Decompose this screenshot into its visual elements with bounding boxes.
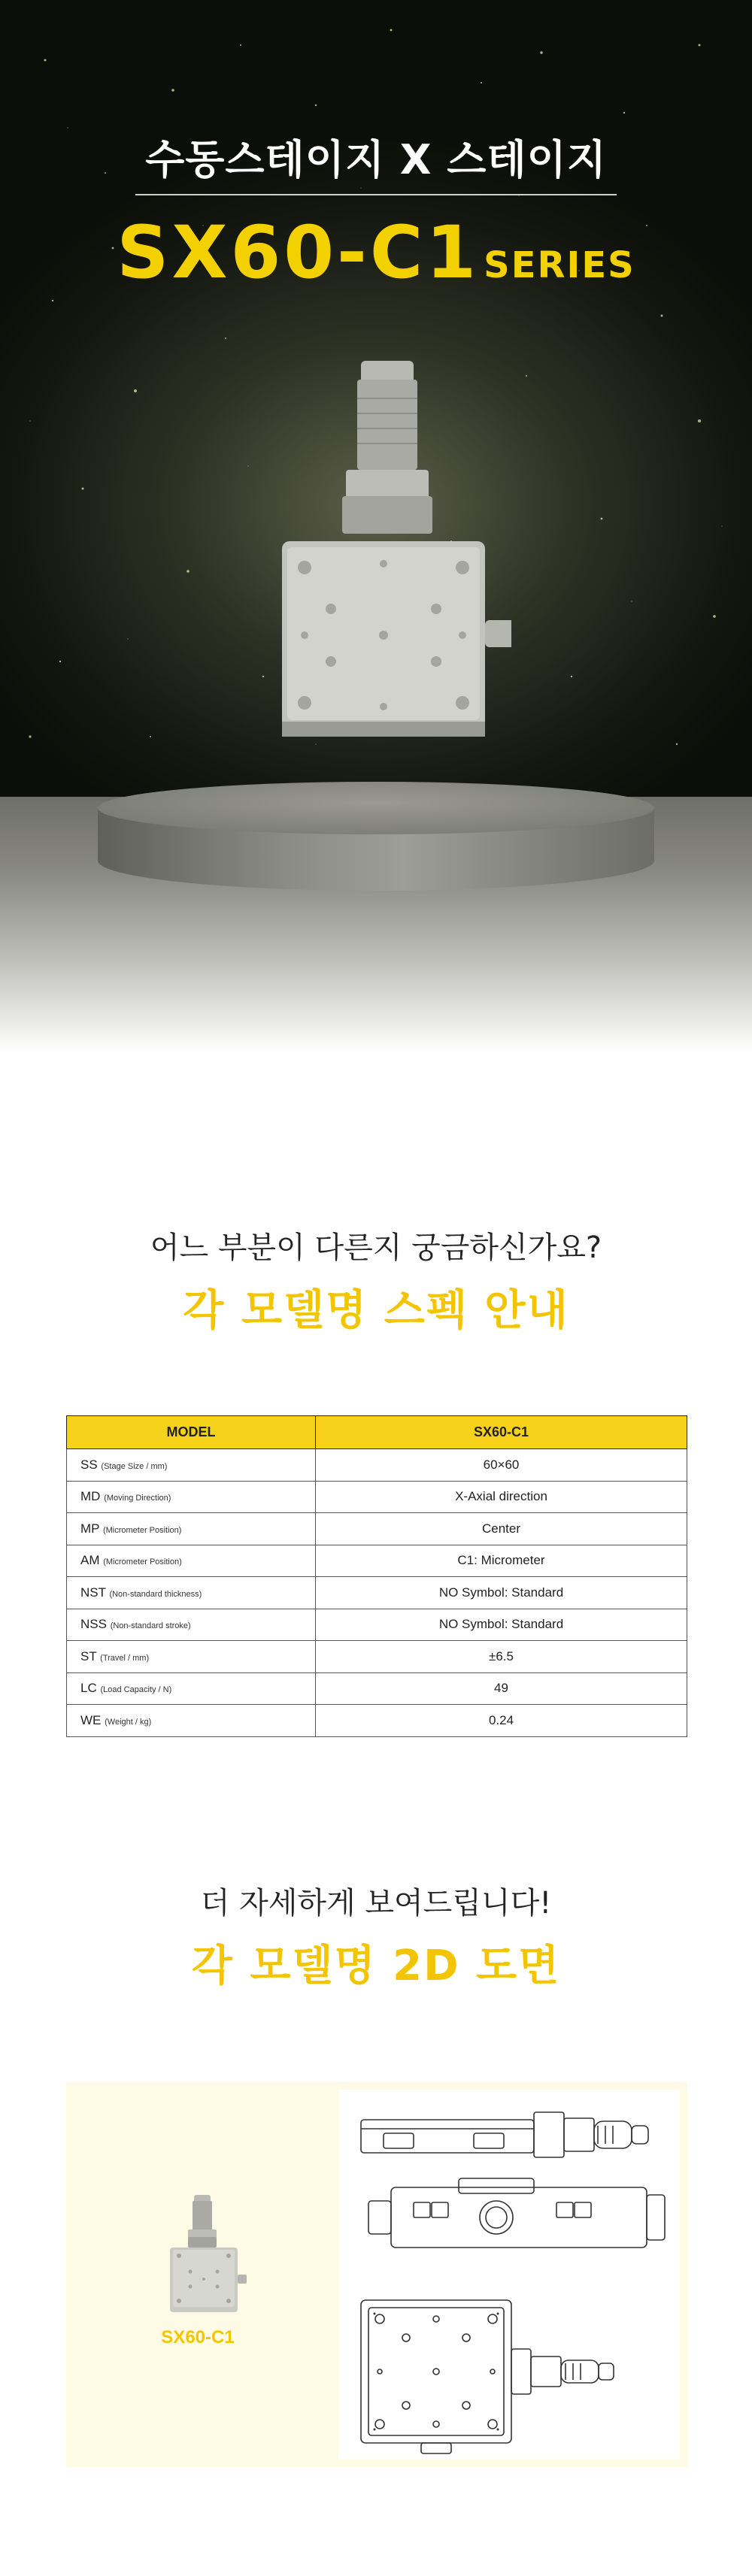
spec-value: C1: Micrometer: [316, 1545, 687, 1577]
spec-key: [67, 1449, 316, 1482]
product-thumbnail-label: SX60-C1: [161, 2327, 235, 2347]
hero-model-name: SX60-C1: [117, 210, 480, 295]
spec-abbr: MD: [80, 1489, 101, 1504]
technical-drawing: [338, 2090, 680, 2459]
spec-desc: (Non-standard thickness): [109, 1589, 202, 1599]
product-thumbnail-area: [66, 2082, 329, 2467]
spec-value: ±6.5: [316, 1641, 687, 1673]
spec-table-header-value: SX60-C1: [316, 1416, 687, 1449]
table-row: [67, 1672, 687, 1705]
spec-abbr: WE: [80, 1712, 102, 1727]
table-row: [67, 1449, 687, 1482]
drawing-panel: [66, 2082, 687, 2467]
podium-top: [98, 782, 654, 834]
spec-key: [67, 1641, 316, 1673]
spec-section-title: 각 모델명 스펙 안내: [183, 1286, 569, 1335]
spec-key: [67, 1705, 316, 1737]
spec-value: 60×60: [316, 1449, 687, 1482]
table-row: [67, 1577, 687, 1609]
x-stage-product-image: [271, 361, 511, 752]
spec-desc: (Weight / kg): [105, 1717, 152, 1727]
spec-key: [67, 1577, 316, 1609]
table-row: [67, 1609, 687, 1641]
spec-key: [67, 1609, 316, 1641]
spec-value: 0.24: [316, 1705, 687, 1737]
spec-abbr: ST: [80, 1648, 97, 1663]
drawing-section-subtitle: 더 자세하게 보여드립니다!: [200, 1886, 552, 1921]
spec-desc: (Stage Size / mm): [101, 1461, 168, 1471]
table-row: [67, 1641, 687, 1673]
spec-abbr: LC: [80, 1681, 97, 1696]
hero-series-label: SERIES: [484, 244, 635, 286]
spec-desc: (Load Capacity / N): [100, 1685, 172, 1695]
spec-abbr: AM: [80, 1553, 100, 1568]
spec-section-subtitle: 어느 부분이 다른지 궁금하신가요?: [150, 1230, 602, 1265]
spec-value: Center: [316, 1513, 687, 1545]
spec-desc: (Micrometer Position): [103, 1557, 182, 1567]
technical-drawing-area: [329, 2082, 687, 2467]
drawing-section-header: [0, 1879, 752, 1993]
spec-value: X-Axial direction: [316, 1481, 687, 1513]
spec-value: 49: [316, 1672, 687, 1705]
hero-model-heading: [0, 210, 752, 295]
spec-desc: (Micrometer Position): [102, 1525, 182, 1535]
spec-abbr: NST: [80, 1585, 106, 1600]
hero-title: 수동스테이지 X 스테이지: [145, 136, 607, 183]
spec-key: [67, 1672, 316, 1705]
spec-desc: (Non-standard stroke): [110, 1621, 191, 1631]
table-row: [67, 1513, 687, 1545]
table-row: [67, 1705, 687, 1737]
table-row: [67, 1545, 687, 1577]
spec-abbr: SS: [80, 1457, 98, 1472]
product-thumbnail-image: [66, 2082, 329, 2323]
drawing-section-title: 각 모델명 2D 도면: [191, 1942, 561, 1990]
spec-table: [66, 1415, 687, 1737]
spec-key: [67, 1545, 316, 1577]
table-row: [67, 1481, 687, 1513]
spec-table-header-model: MODEL: [67, 1416, 316, 1449]
hero-divider: [135, 194, 617, 195]
spec-table-header-row: [67, 1416, 687, 1449]
spec-value: NO Symbol: Standard: [316, 1609, 687, 1641]
spec-section-header: [0, 1224, 752, 1337]
spec-abbr: MP: [80, 1521, 100, 1536]
spec-desc: (Travel / mm): [100, 1653, 150, 1663]
spec-desc: (Moving Direction): [104, 1494, 171, 1503]
spec-key: [67, 1513, 316, 1545]
spec-abbr: NSS: [80, 1617, 107, 1632]
hero-banner: [0, 0, 752, 1052]
spec-value: NO Symbol: Standard: [316, 1577, 687, 1609]
spec-key: [67, 1481, 316, 1513]
